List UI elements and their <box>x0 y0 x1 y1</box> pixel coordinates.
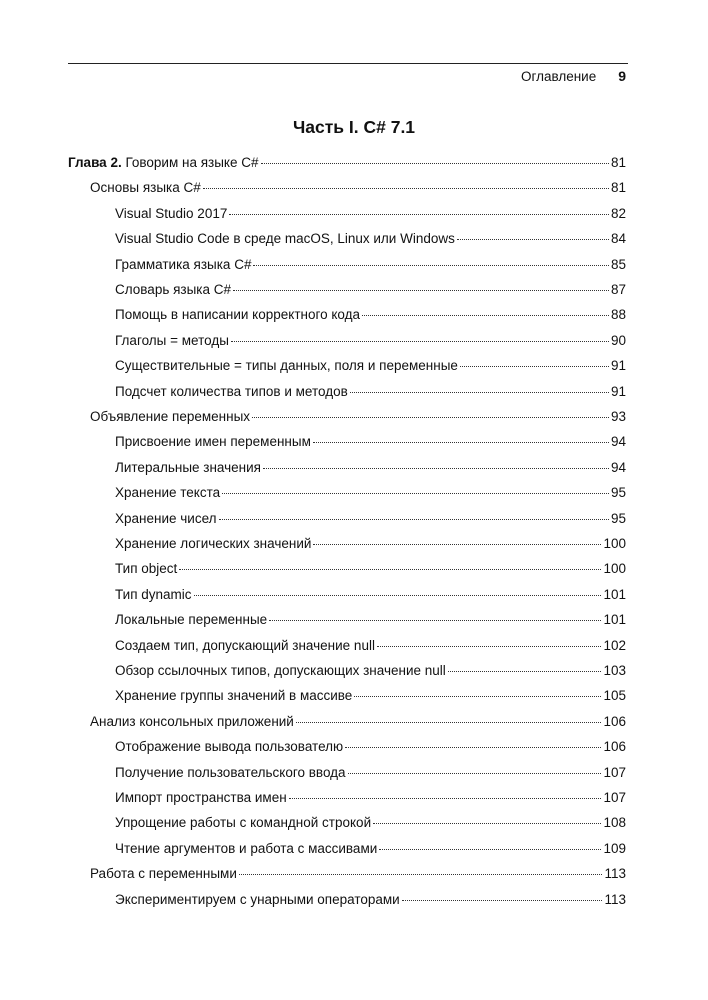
toc-section-entry <box>90 863 626 885</box>
toc-entry-text: Хранение логических значений <box>115 536 312 551</box>
toc-subsection-entry <box>115 812 626 834</box>
toc-entry-page: 109 <box>603 840 626 856</box>
toc-entry-text: Visual Studio 2017 <box>115 205 228 221</box>
toc-entry-label <box>90 711 294 733</box>
toc-section-entry <box>90 711 626 733</box>
toc-entry-text: Хранение текста <box>115 485 221 501</box>
toc-entry-label <box>115 584 192 606</box>
dot-leader <box>229 213 609 215</box>
toc-entry-page: 108 <box>603 815 626 831</box>
toc-entry-text: Хранение чисел <box>115 510 217 526</box>
toc-entry-text: Отображение вывода пользователю <box>115 739 344 755</box>
toc-entry-page: 95 <box>610 510 626 526</box>
toc-entry-page: 105 <box>603 688 626 704</box>
toc-subsection-entry <box>115 635 626 657</box>
toc-entry-text: Грамматика языка C# <box>115 256 252 272</box>
toc-entry-text: Тип object <box>115 561 178 577</box>
toc-entry-label <box>90 863 237 885</box>
toc-entry-text: Visual Studio Code в среде macOS, Linux или Windows <box>115 231 455 247</box>
toc-entry-label <box>115 558 177 580</box>
toc-entry-text: Хранение группы значений в массиве <box>115 688 353 704</box>
toc-entry-label <box>115 787 287 809</box>
dot-leader <box>252 416 609 418</box>
toc-entry-label <box>115 457 261 479</box>
toc-entry-label <box>115 508 217 530</box>
toc-subsection-entry <box>115 609 626 631</box>
dot-leader <box>460 365 609 367</box>
toc-entry-label <box>115 609 267 631</box>
toc-entry-page: 107 <box>603 764 626 780</box>
toc-subsection-entry <box>115 762 626 784</box>
toc-subsection-entry <box>115 457 626 479</box>
dot-leader <box>377 645 602 647</box>
toc-entry-text: Помощь в написании корректного кода <box>115 307 361 323</box>
toc-subsection-entry <box>115 330 626 352</box>
toc-subsection-entry <box>115 584 626 606</box>
toc-entry-page: 90 <box>610 332 626 348</box>
dot-leader <box>313 543 601 545</box>
toc-entry-text: Анализ консольных приложений <box>90 713 294 729</box>
dot-leader <box>313 441 609 443</box>
toc-entry-text: Объявление переменных <box>90 409 251 424</box>
toc-entry-label <box>90 406 250 428</box>
dot-leader <box>362 314 609 316</box>
toc-subsection-entry <box>115 660 626 682</box>
toc-subsection-entry <box>115 279 626 301</box>
toc-subsection-entry <box>115 685 626 707</box>
page-number: 9 <box>618 68 626 84</box>
toc-section-entry <box>90 406 626 428</box>
toc-entry-text: Создаем тип, допускающий значение null <box>115 637 375 653</box>
toc-entry-label <box>115 330 229 352</box>
toc-subsection-entry <box>115 431 626 453</box>
toc-subsection-entry <box>115 508 626 530</box>
toc-entry-text: Присвоение имен переменным <box>115 434 311 450</box>
toc-entry-text: Работа с переменными <box>90 866 237 882</box>
toc-entry-label <box>90 177 201 199</box>
toc-entry-text: Подсчет количества типов и методов <box>115 383 348 399</box>
dot-leader <box>219 518 609 520</box>
toc-entry-page: 88 <box>610 307 626 323</box>
toc-entry-page: 100 <box>603 536 626 551</box>
toc-entry-page: 94 <box>610 434 626 450</box>
dot-leader <box>222 492 609 494</box>
dot-leader <box>179 568 601 570</box>
toc-entry-page: 113 <box>604 891 626 907</box>
toc-entry-label <box>115 685 352 707</box>
toc-entry-page: 91 <box>610 358 626 374</box>
toc-entry-page: 95 <box>610 485 626 501</box>
toc-entry-page: 101 <box>603 586 626 602</box>
toc-entry-text: Чтение аргументов и работа с массивами <box>115 840 378 856</box>
dot-leader <box>379 848 601 850</box>
toc-entry-text: Импорт пространства имен <box>115 790 287 805</box>
toc-entry-label <box>115 203 227 225</box>
toc-entry-text: Литеральные значения <box>115 459 261 475</box>
toc-entry-label <box>115 533 311 555</box>
toc-entry-text: Глаголы = методы <box>115 332 229 348</box>
toc-entry-page: 84 <box>610 231 626 247</box>
toc-entry-page: 81 <box>610 155 626 170</box>
toc-entry-text: Экспериментируем с унарными операторами <box>115 891 400 907</box>
dot-leader <box>261 162 609 164</box>
toc-entry-label <box>115 482 220 504</box>
toc-chapter-entry <box>68 152 626 174</box>
toc-entry-page: 102 <box>603 637 626 653</box>
toc-subsection-entry <box>115 355 626 377</box>
toc-entry-label <box>115 254 251 276</box>
toc-entry-page: 94 <box>610 459 626 475</box>
toc-entry-page: 107 <box>603 790 626 805</box>
toc-entry-label <box>115 228 455 250</box>
toc-entry-label <box>115 279 231 301</box>
toc-entry-label <box>115 660 446 682</box>
toc-entry-label <box>115 381 348 403</box>
toc-entry-text: Основы языка C# <box>90 180 201 196</box>
toc-entry-page: 101 <box>603 612 626 628</box>
toc-entry-page: 106 <box>603 713 626 729</box>
toc-entry-label <box>115 355 458 377</box>
toc-entry-page: 91 <box>610 383 626 399</box>
dot-leader <box>402 899 603 901</box>
dot-leader <box>296 721 602 723</box>
running-head <box>521 68 626 84</box>
toc-entry-page: 113 <box>604 866 626 882</box>
dot-leader <box>269 619 601 621</box>
toc-entry-page: 81 <box>610 180 626 196</box>
toc-subsection-entry <box>115 381 626 403</box>
toc-entry-label <box>115 304 360 326</box>
toc-entry-label <box>115 635 375 657</box>
dot-leader <box>253 264 609 266</box>
chapter-prefix: Глава 2. <box>68 155 122 170</box>
toc-subsection-entry <box>115 203 626 225</box>
toc-entry-page: 85 <box>610 256 626 272</box>
toc-entry-page: 93 <box>610 409 626 424</box>
dot-leader <box>239 873 603 875</box>
toc-entry-label <box>68 152 259 174</box>
toc-subsection-entry <box>115 889 626 911</box>
dot-leader <box>348 772 602 774</box>
dot-leader <box>194 594 602 596</box>
dot-leader <box>457 238 609 240</box>
toc-entry-text: Словарь языка C# <box>115 282 232 297</box>
part-title: Часть I. C# 7.1 <box>292 117 416 137</box>
toc-entry-label <box>115 736 343 758</box>
dot-leader <box>448 670 602 672</box>
toc-subsection-entry <box>115 482 626 504</box>
dot-leader <box>289 797 602 799</box>
dot-leader <box>263 467 609 469</box>
dot-leader <box>233 289 609 291</box>
toc-entry-text: Получение пользовательского ввода <box>115 764 346 780</box>
dot-leader <box>350 391 609 393</box>
toc-entry-page: 103 <box>603 663 626 678</box>
toc-entry-label <box>115 431 311 453</box>
dot-leader <box>345 746 601 748</box>
toc-entry-text: Тип dynamic <box>115 586 192 602</box>
toc-subsection-entry <box>115 558 626 580</box>
toc-subsection-entry <box>115 228 626 250</box>
toc-subsection-entry <box>115 787 626 809</box>
header-rule <box>68 63 628 64</box>
toc-entry-label <box>115 889 400 911</box>
toc-subsection-entry <box>115 736 626 758</box>
toc-subsection-entry <box>115 838 626 860</box>
toc-entry-label <box>115 838 377 860</box>
toc-entry-label <box>115 762 346 784</box>
dot-leader <box>354 695 601 697</box>
section-title: Оглавление <box>520 69 597 84</box>
toc-section-entry <box>90 177 626 199</box>
dot-leader <box>203 187 609 189</box>
toc-entry-page: 87 <box>610 282 626 297</box>
toc-entry-text: Существительные = типы данных, поля и переменные <box>115 358 458 374</box>
dot-leader <box>373 822 601 824</box>
toc-entry-text: Локальные переменные <box>115 612 268 628</box>
dot-leader <box>231 340 609 342</box>
toc-entry-page: 106 <box>603 739 626 755</box>
toc-entry-label <box>115 812 371 834</box>
toc-subsection-entry <box>115 533 626 555</box>
toc-subsection-entry <box>115 254 626 276</box>
toc-entry-text: Обзор ссылочных типов, допускающих значение null <box>115 663 446 678</box>
toc-entry-text: Говорим на языке C# <box>125 155 259 170</box>
toc-entry-page: 82 <box>610 205 626 221</box>
toc-entry-text: Упрощение работы с командной строкой <box>115 815 372 831</box>
toc-entry-page: 100 <box>603 561 626 577</box>
toc-subsection-entry <box>115 304 626 326</box>
